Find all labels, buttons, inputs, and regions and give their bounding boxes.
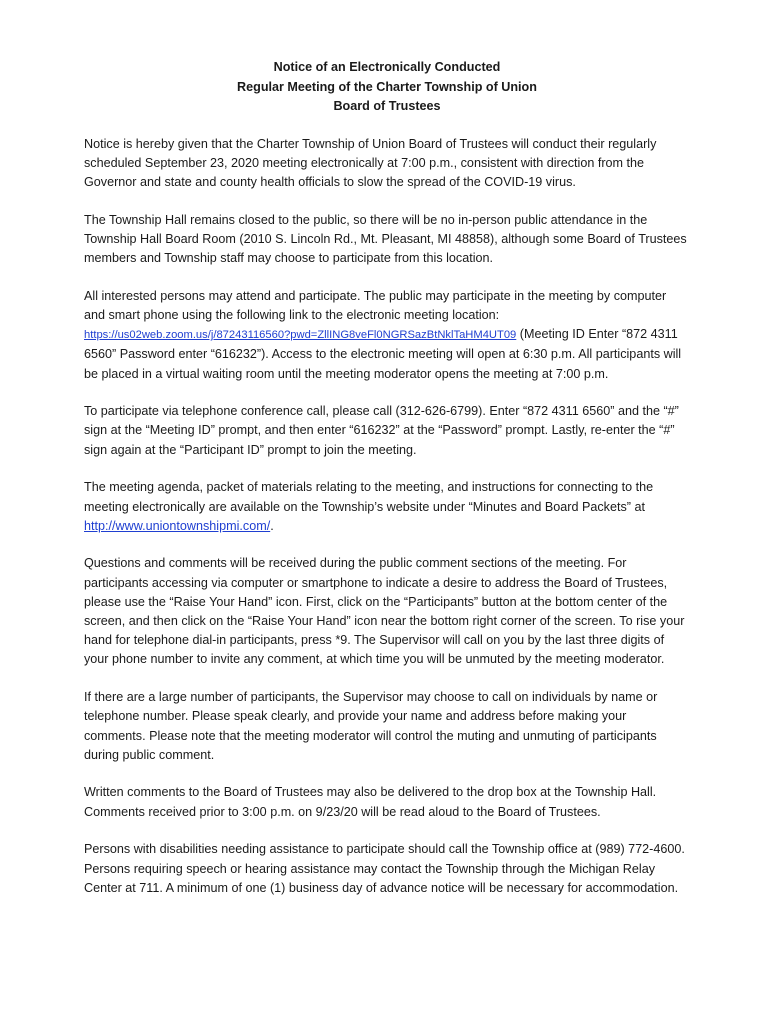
paragraph-public-comments: Questions and comments will be received during the public comment sections of the meeting. For participants accessing via computer or smartphone to indicate a desire to address the Board of Trustees, please use the “Raise Your Hand” icon. First, click on the “Participants” button at the bottom center of the screen, and then click on the “Raise Your Hand” icon near the bottom right corner of the screen. To rise your hand for telephone dial-in participants, press *9. The Supervisor will call on you by the last three digits of your phone number to invite any comment, at which time you will be unmuted by the meeting moderator. [84, 556, 685, 667]
agenda-text-after: . [270, 518, 274, 533]
paragraph-large-participation: If there are a large number of participants, the Supervisor may choose to call on individuals by name or telephone number. Please speak clearly, and provide your name and address before making your comments. Please note that the meeting moderator will control the muting and unmuting of participants during public comment. [84, 690, 658, 762]
paragraph-telephone-participation: To participate via telephone conference call, please call (312-626-6799). Enter “872 4311 6560” and the “#” sign at the “Meeting ID” prompt, and then enter “616232” at the “Password” prompt. Lastly, re-enter the “#” sign again at the “Participant ID” prompt to join the meeting. [84, 404, 679, 457]
notice-document [84, 58, 690, 917]
township-website-link[interactable]: http://www.uniontownshipmi.com/ [84, 518, 271, 533]
title-line-1: Notice of an Electronically Conducted [273, 60, 501, 74]
paragraph-meeting-agenda [84, 478, 690, 536]
paragraph-written-comments: Written comments to the Board of Trustees may also be delivered to the drop box at the Township Hall. Comments received prior to 3:00 p.m. on 9/23/20 will be read aloud to the Board of Trustees. [84, 785, 657, 819]
agenda-text-before: The meeting agenda, packet of materials relating to the meeting, and instructions for connecting to the meeting electronically are available on the Township’s website under “Minutes and Board Packets” at [84, 480, 654, 514]
paragraph-township-hall-closed: The Township Hall remains closed to the public, so there will be no in-person public attendance in the Township Hall Board Room (2010 S. Lincoln Rd., Mt. Pleasant, MI 48858), although some Board of Trustees members and Township staff may choose to participate from this location. [84, 212, 687, 266]
zoom-meeting-link[interactable]: https://us02web.zoom.us/j/87243116560?pwd=ZllING8veFl0NGRSazBtNklTaHM4UT09 [84, 329, 517, 342]
document-title [84, 58, 690, 117]
participation-text-before: All interested persons may attend and participate. The public may participate in the meeting by computer and smart phone using the following link to the electronic meeting location: [84, 288, 667, 322]
title-line-3: Board of Trustees [333, 99, 441, 113]
title-line-2: Regular Meeting of the Charter Township of Union [237, 79, 537, 94]
paragraph-electronic-participation [84, 287, 690, 384]
participation-text-after: (Meeting ID Enter “872 4311 6560” Password enter “616232”). Access to the electronic meeting will open at 6:30 p.m. All participants will be placed in a virtual waiting room until the meeting moderator opens the meeting at 7:00 p.m. [84, 327, 682, 381]
paragraph-meeting-notice: Notice is hereby given that the Charter Township of Union Board of Trustees will conduct their regularly scheduled September 23, 2020 meeting electronically at 7:00 p.m., consistent with direction from the Governor and state and county health officials to slow the spread of the COVID-19 virus. [84, 136, 657, 189]
paragraph-accessibility: Persons with disabilities needing assistance to participate should call the Township office at (989) 772-4600. Persons requiring speech or hearing assistance may contact the Township through the Michigan Relay Center at 711. A minimum of one (1) business day of advance notice will be necessary for accommodation. [84, 842, 685, 895]
